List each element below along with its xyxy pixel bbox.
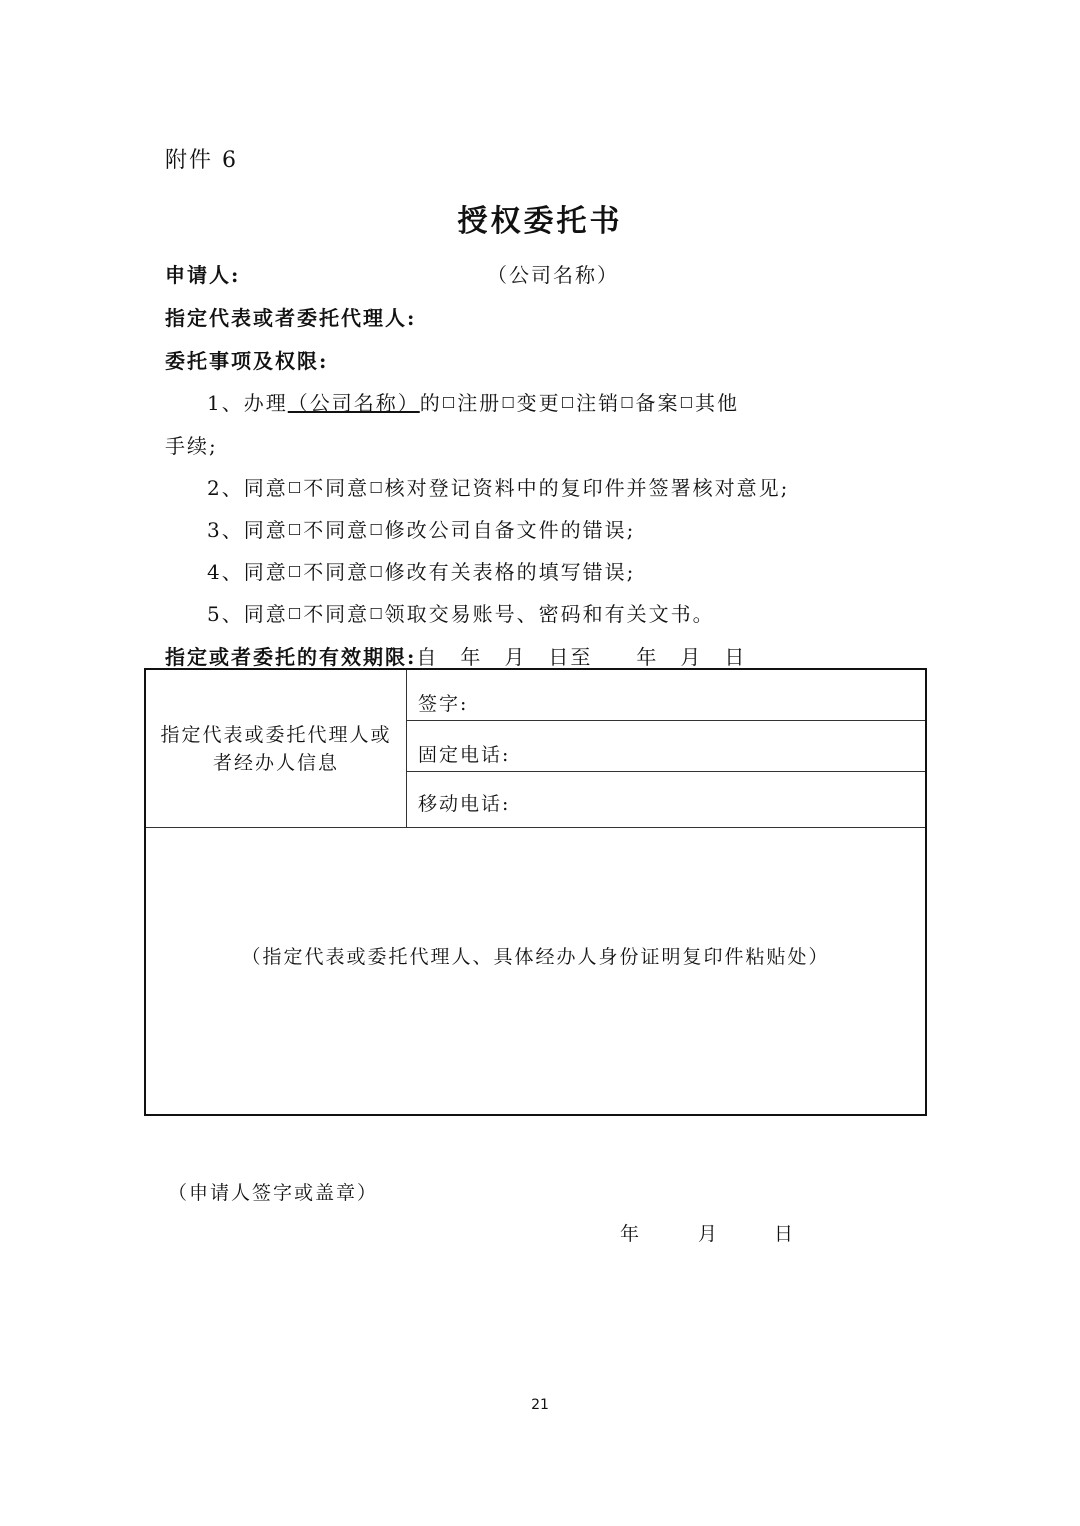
checkbox-register[interactable]: ☐ (441, 394, 458, 412)
mobile-phone-field[interactable]: 移动电话: (418, 793, 511, 815)
disagree-label: 不同意 (303, 602, 370, 626)
document-title: 授权委托书 (457, 204, 623, 239)
checkbox-cancel[interactable]: ☐ (560, 394, 577, 412)
signature-date (620, 1219, 793, 1246)
agree-label: 同意 (243, 518, 288, 542)
item-1-continued: 手续; (165, 434, 218, 458)
item-3-text: 修改公司自备文件的错误; (384, 518, 636, 542)
id-copy-paste-area: （指定代表或委托代理人、具体经办人身份证明复印件粘贴处） (241, 946, 830, 968)
checkbox-other[interactable]: ☐ (679, 394, 695, 412)
matters-label: 委托事项及权限: (165, 349, 329, 373)
validity-dates[interactable]: 自 年 月 日至 年 月 日 (416, 645, 747, 669)
agree-label: 同意 (243, 602, 288, 626)
item-4-prefix: 4、 (207, 560, 244, 584)
item-4 (207, 556, 635, 585)
disagree-label: 不同意 (303, 476, 370, 500)
item-1 (207, 387, 739, 416)
applicant-label: 申请人: (165, 263, 241, 287)
checkbox-agree-4[interactable]: ☐ (287, 563, 304, 581)
checkbox-disagree-5[interactable]: ☐ (369, 605, 385, 623)
option-change: 变更 (516, 391, 561, 415)
checkbox-disagree-4[interactable]: ☐ (369, 563, 385, 581)
option-cancel: 注销 (576, 391, 621, 415)
item-1-prefix: 1、办理 (207, 391, 288, 415)
item-1-mid: 的 (419, 391, 442, 415)
representative-info-label (146, 670, 406, 827)
checkbox-agree-3[interactable]: ☐ (287, 521, 304, 539)
representative-info-text: 指定代表或委托代理人或者经办人信息 (160, 723, 392, 774)
representative-label: 指定代表或者委托代理人: (165, 306, 417, 330)
info-table (144, 668, 927, 1116)
option-other: 其他 (695, 391, 739, 415)
item-2 (207, 472, 789, 501)
item-5-text: 领取交易账号、密码和有关文书。 (384, 602, 715, 626)
checkbox-agree-2[interactable]: ☐ (287, 479, 304, 497)
checkbox-disagree-3[interactable]: ☐ (369, 521, 385, 539)
disagree-label: 不同意 (303, 518, 370, 542)
attachment-label: 附件 6 (165, 148, 238, 173)
checkbox-agree-5[interactable]: ☐ (287, 605, 304, 623)
validity-period (165, 641, 746, 670)
agree-label: 同意 (243, 476, 288, 500)
page-number: 21 (531, 1397, 549, 1413)
table-divider-3 (146, 827, 925, 828)
table-divider-2 (406, 771, 925, 772)
table-divider-vertical (406, 670, 407, 827)
date-year: 年 (620, 1223, 640, 1245)
date-day: 日 (774, 1223, 794, 1245)
disagree-label: 不同意 (303, 560, 370, 584)
item-3 (207, 514, 635, 543)
table-divider-1 (406, 720, 925, 721)
option-register: 注册 (457, 391, 502, 415)
fixed-phone-field[interactable]: 固定电话: (418, 744, 511, 766)
signature-field[interactable]: 签字: (418, 693, 469, 715)
applicant-signature-note: （申请人签字或盖章） (168, 1182, 379, 1204)
item-1-company: （公司名称） (287, 391, 420, 415)
checkbox-filing[interactable]: ☐ (620, 394, 636, 412)
item-5 (207, 598, 715, 627)
option-filing: 备案 (635, 391, 680, 415)
item-2-text: 核对登记资料中的复印件并签署核对意见; (384, 476, 790, 500)
checkbox-disagree-2[interactable]: ☐ (369, 479, 385, 497)
validity-label: 指定或者委托的有效期限: (165, 645, 417, 669)
item-4-text: 修改有关表格的填写错误; (384, 560, 636, 584)
agree-label: 同意 (243, 560, 288, 584)
item-2-prefix: 2、 (207, 476, 244, 500)
item-3-prefix: 3、 (207, 518, 244, 542)
item-5-prefix: 5、 (207, 602, 244, 626)
checkbox-change[interactable]: ☐ (501, 394, 517, 412)
date-month: 月 (698, 1223, 718, 1245)
applicant-value: （公司名称） (487, 263, 619, 287)
